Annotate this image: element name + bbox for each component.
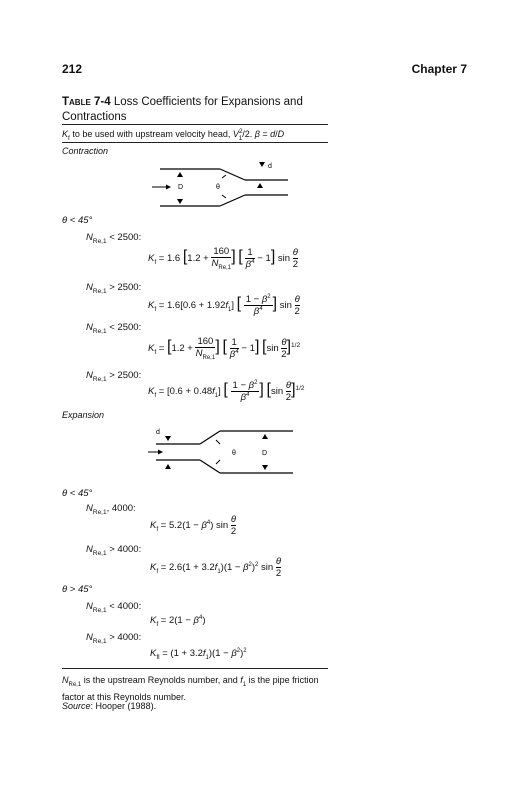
contraction-cond-4: $N_{Re,1} > 2500$: (86, 370, 142, 383)
expansion-formula-1: $K_f = 5.2(1 - \beta^4)$ sin $\frac{\theta}{2}$ (150, 514, 237, 537)
page-number: 212 (62, 62, 83, 76)
table-label: Table 7-4 (62, 96, 111, 108)
expansion-formula-4: $K_{fl} = (1 + 3.2f_1)(1 - \beta^2)^2$ (150, 648, 247, 662)
expansion-diagram (148, 424, 298, 480)
contraction-D-label: D (178, 184, 184, 191)
divider-note (62, 142, 328, 143)
table-title-text: Loss Coefficients for Expansions and Contractions (62, 96, 303, 123)
contraction-formula-4: $K_f = [0.6 + 0.48f_1]$ [ $\frac{1 - \beta^2}{\beta^4}$ ] [sin $\frac{\theta}{2}$ ]$^{1/2}$ (148, 380, 305, 404)
source-text: : Hooper (1988). (90, 701, 157, 711)
contraction-cond-3: $N_{Re,1} < 2500$: (86, 322, 142, 335)
chapter-label: Chapter 7 (411, 62, 467, 76)
footer-source (62, 701, 156, 711)
expansion-D-label: D (262, 450, 268, 457)
contraction-cond-2: $N_{Re,1} > 2500$: (86, 282, 142, 295)
contraction-formula-1: $K_f = 1.6$ [1.2 + 160 $N_{Re,1}$ ] [ $\frac{1}{\beta^4}$ − 1] sin $\frac{\theta}{2}$ (148, 246, 298, 271)
expansion-cond-2: $N_{Re,1} > 4000$: (86, 544, 142, 557)
expansion-heading: Expansion (62, 410, 105, 420)
footer-note: $N_{Re,1}$ is the upstream Reynolds number, and $f_1$ is the pipe friction factor at this Reynolds number. (62, 675, 319, 702)
contraction-cond-1: $N_{Re,1} < 2500$: (86, 232, 142, 245)
contraction-formula-2: $K_f = 1.6[0.6 + 1.92f_1]$ [ $\frac{1 - \beta^2}{\beta^4}$ ] sin $\frac{\theta}{2}$ (148, 294, 300, 318)
divider-bottom (62, 668, 328, 669)
expansion-theta-label: θ (232, 450, 236, 457)
expansion-angle-cond-1: θ < 45° (62, 488, 93, 499)
expansion-cond-4: $N_{Re,1} > 4000$: (86, 632, 142, 645)
divider-top (62, 124, 328, 125)
contraction-d-label: d (268, 163, 272, 170)
expansion-d-label: d (156, 429, 160, 436)
expansion-cond-3: $N_{Re,1} < 4000$: (86, 601, 142, 614)
expansion-angle-cond-2: θ > 45° (62, 584, 93, 595)
expansion-formula-3: $K_f = 2(1 - \beta^4)$ (150, 615, 206, 629)
expansion-formula-2: $K_f = 2.6(1 + 3.2f_1)(1 - \beta^2)^2$ sin $\frac{\theta}{2}$ (150, 556, 282, 579)
source-label: Source (62, 701, 91, 711)
table-title (62, 95, 332, 125)
contraction-theta-label: θ (216, 184, 220, 191)
contraction-formula-3: $K_f = [1.2$ + 160 $N_{Re,1}$ ] [ $\frac{1}{\beta^4}$ − 1] [sin $\frac{\theta}{2}$ ]$^{1/2}$ (148, 336, 301, 361)
expansion-cond-1: $N_{Re,1}$, 4000: (86, 503, 136, 516)
contraction-angle-cond: θ < 45° (62, 215, 93, 226)
contraction-diagram (150, 162, 290, 212)
contraction-heading: Contraction (62, 146, 109, 156)
table-note: $K_f$ to be used with upstream velocity head, $V^2_1/2$. β = d/D (62, 128, 285, 142)
